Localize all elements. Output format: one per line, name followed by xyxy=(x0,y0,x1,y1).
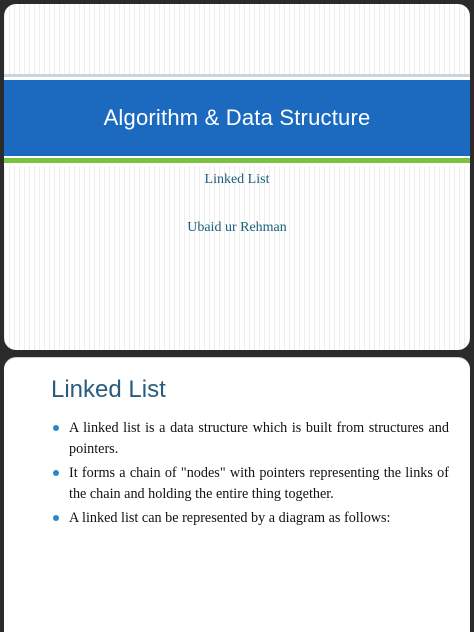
bullet-item xyxy=(51,418,449,460)
bullet-item xyxy=(51,508,449,529)
content-slide xyxy=(4,357,470,632)
slide-subtitle: Linked List xyxy=(204,172,270,187)
band-top-line xyxy=(4,74,470,77)
bullet-dot-icon xyxy=(53,515,59,521)
content-heading: Linked List xyxy=(51,376,166,403)
title-band xyxy=(4,74,470,166)
title-band-accent xyxy=(4,158,470,163)
bullet-text: It forms a chain of "nodes" with pointers representing the links of the chain and holding the entire thing together. xyxy=(69,465,449,502)
title-band-blue xyxy=(4,80,470,156)
author-name: Ubaid ur Rehman xyxy=(187,220,287,235)
title-slide xyxy=(4,4,470,350)
bullet-text: A linked list is a data structure which is built from structures and pointers. xyxy=(69,420,449,457)
bullet-text: A linked list can be represented by a diagram as follows: xyxy=(69,510,391,526)
slide-title: Algorithm & Data Structure xyxy=(103,105,371,130)
bullet-dot-icon xyxy=(53,425,59,431)
bullet-list xyxy=(51,418,449,532)
bullet-item xyxy=(51,463,449,505)
bullet-dot-icon xyxy=(53,470,59,476)
